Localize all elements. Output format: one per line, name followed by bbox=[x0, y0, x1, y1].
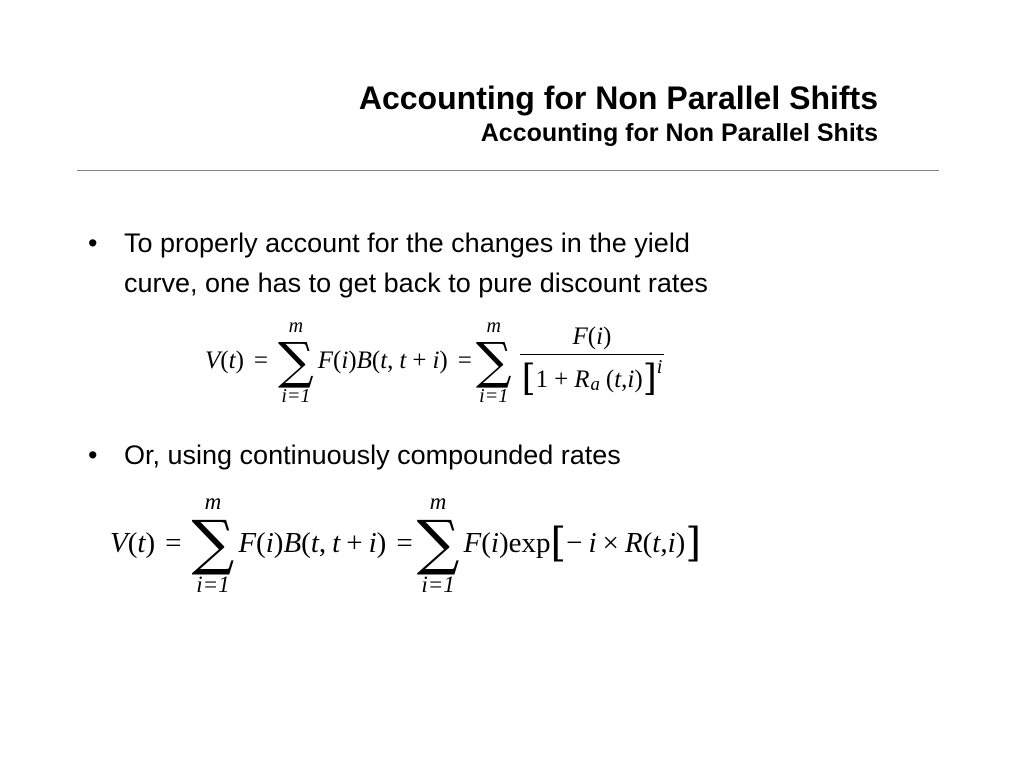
math-var: B bbox=[283, 526, 302, 559]
math-var: V bbox=[205, 347, 221, 374]
summation bbox=[417, 490, 460, 596]
math-minus: − bbox=[566, 526, 583, 559]
math-subscript: a bbox=[590, 373, 600, 395]
bullet-text-line: To properly account for the changes in the yield bbox=[124, 228, 690, 258]
summation bbox=[278, 316, 314, 406]
math-var: F bbox=[572, 322, 588, 350]
math-number: 1 bbox=[535, 365, 549, 393]
math-var: t bbox=[228, 347, 236, 374]
math-comma: , bbox=[660, 526, 668, 559]
math-var: F bbox=[317, 347, 333, 374]
math-bracket: [ bbox=[521, 358, 536, 400]
math-var: t bbox=[614, 365, 622, 393]
title-block bbox=[359, 78, 878, 148]
math-bracket: ] bbox=[642, 358, 657, 400]
math-equals: = bbox=[165, 526, 182, 559]
math-times: × bbox=[602, 526, 619, 559]
title-divider bbox=[77, 170, 939, 171]
math-plus: + bbox=[412, 347, 427, 374]
math-var: t bbox=[652, 526, 661, 559]
math-var: t bbox=[399, 347, 407, 374]
math-bracket: [ bbox=[550, 520, 567, 566]
bullet-item bbox=[78, 435, 878, 475]
math-var: R bbox=[574, 365, 590, 393]
bullet-marker: • bbox=[88, 228, 98, 258]
sum-symbol: ∑ bbox=[475, 332, 512, 390]
slide-subtitle: Accounting for Non Parallel Shits bbox=[480, 119, 878, 147]
sum-symbol: ∑ bbox=[191, 508, 235, 578]
math-comma: , bbox=[318, 526, 327, 559]
math-var: i bbox=[627, 365, 635, 393]
bullet-text-line: curve, one has to get back to pure discount rates bbox=[124, 268, 708, 298]
math-var: i bbox=[341, 347, 349, 374]
math-var: F bbox=[238, 526, 257, 559]
summation bbox=[476, 316, 512, 406]
math-var: B bbox=[356, 347, 372, 374]
sum-lower-limit: i=1 bbox=[196, 572, 230, 597]
sum-lower-limit: i=1 bbox=[281, 385, 311, 407]
sum-lower-limit: i=1 bbox=[421, 572, 455, 597]
bullet-marker: • bbox=[88, 440, 98, 470]
math-var: i bbox=[667, 526, 676, 559]
math-equals: = bbox=[457, 347, 472, 374]
math-var: i bbox=[265, 526, 274, 559]
math-plus: + bbox=[554, 365, 569, 393]
math-equals: = bbox=[253, 347, 268, 374]
math-var: t bbox=[137, 526, 146, 559]
math-var: i bbox=[490, 526, 499, 559]
fraction-numerator: F(i) bbox=[572, 322, 612, 350]
sum-symbol: ∑ bbox=[278, 332, 314, 390]
sum-upper-limit: m bbox=[486, 315, 501, 337]
sum-upper-limit: m bbox=[204, 489, 222, 514]
summation bbox=[191, 490, 234, 596]
bullet-text: Or, using continuously compounded rates bbox=[124, 440, 621, 470]
math-equals: = bbox=[396, 526, 413, 559]
sum-upper-limit: m bbox=[429, 489, 447, 514]
equation-discrete: V ( t ) = m ∑ i=1 F ( i ) B ( t , t + i ) = m ∑ i=1 F(i) [ 1 + R a ( t , i ) ] i bbox=[205, 315, 663, 407]
sum-lower-limit: i=1 bbox=[479, 385, 509, 407]
math-var: i bbox=[432, 347, 440, 374]
math-bracket: ] bbox=[685, 520, 701, 566]
math-var: t bbox=[310, 526, 319, 559]
math-function: exp bbox=[508, 526, 551, 559]
math-var: t bbox=[380, 347, 388, 374]
math-var: i bbox=[368, 526, 377, 559]
math-comma: , bbox=[387, 347, 394, 374]
sum-symbol: ∑ bbox=[416, 508, 460, 578]
bullet-text bbox=[124, 223, 708, 303]
math-comma: , bbox=[621, 365, 628, 393]
math-superscript: i bbox=[656, 356, 663, 379]
equation-continuous: V ( t ) = m ∑ i=1 F ( i ) B ( t , t + i ) = m ∑ i=1 F ( i ) exp [ − i × R ( t , i ) ] bbox=[110, 489, 701, 597]
fraction-denominator: [ 1 + R a ( t , i ) ] i bbox=[521, 356, 663, 400]
math-var: i bbox=[588, 526, 597, 559]
sum-upper-limit: m bbox=[288, 315, 304, 337]
math-var: V bbox=[110, 526, 128, 559]
fraction bbox=[520, 323, 665, 399]
math-var: F bbox=[463, 526, 482, 559]
math-var: R bbox=[624, 526, 643, 559]
math-var: t bbox=[332, 526, 341, 559]
math-var: i bbox=[596, 322, 604, 350]
slide-title: Accounting for Non Parallel Shifts bbox=[358, 80, 878, 116]
math-plus: + bbox=[346, 526, 363, 559]
bullet-item bbox=[78, 223, 878, 303]
